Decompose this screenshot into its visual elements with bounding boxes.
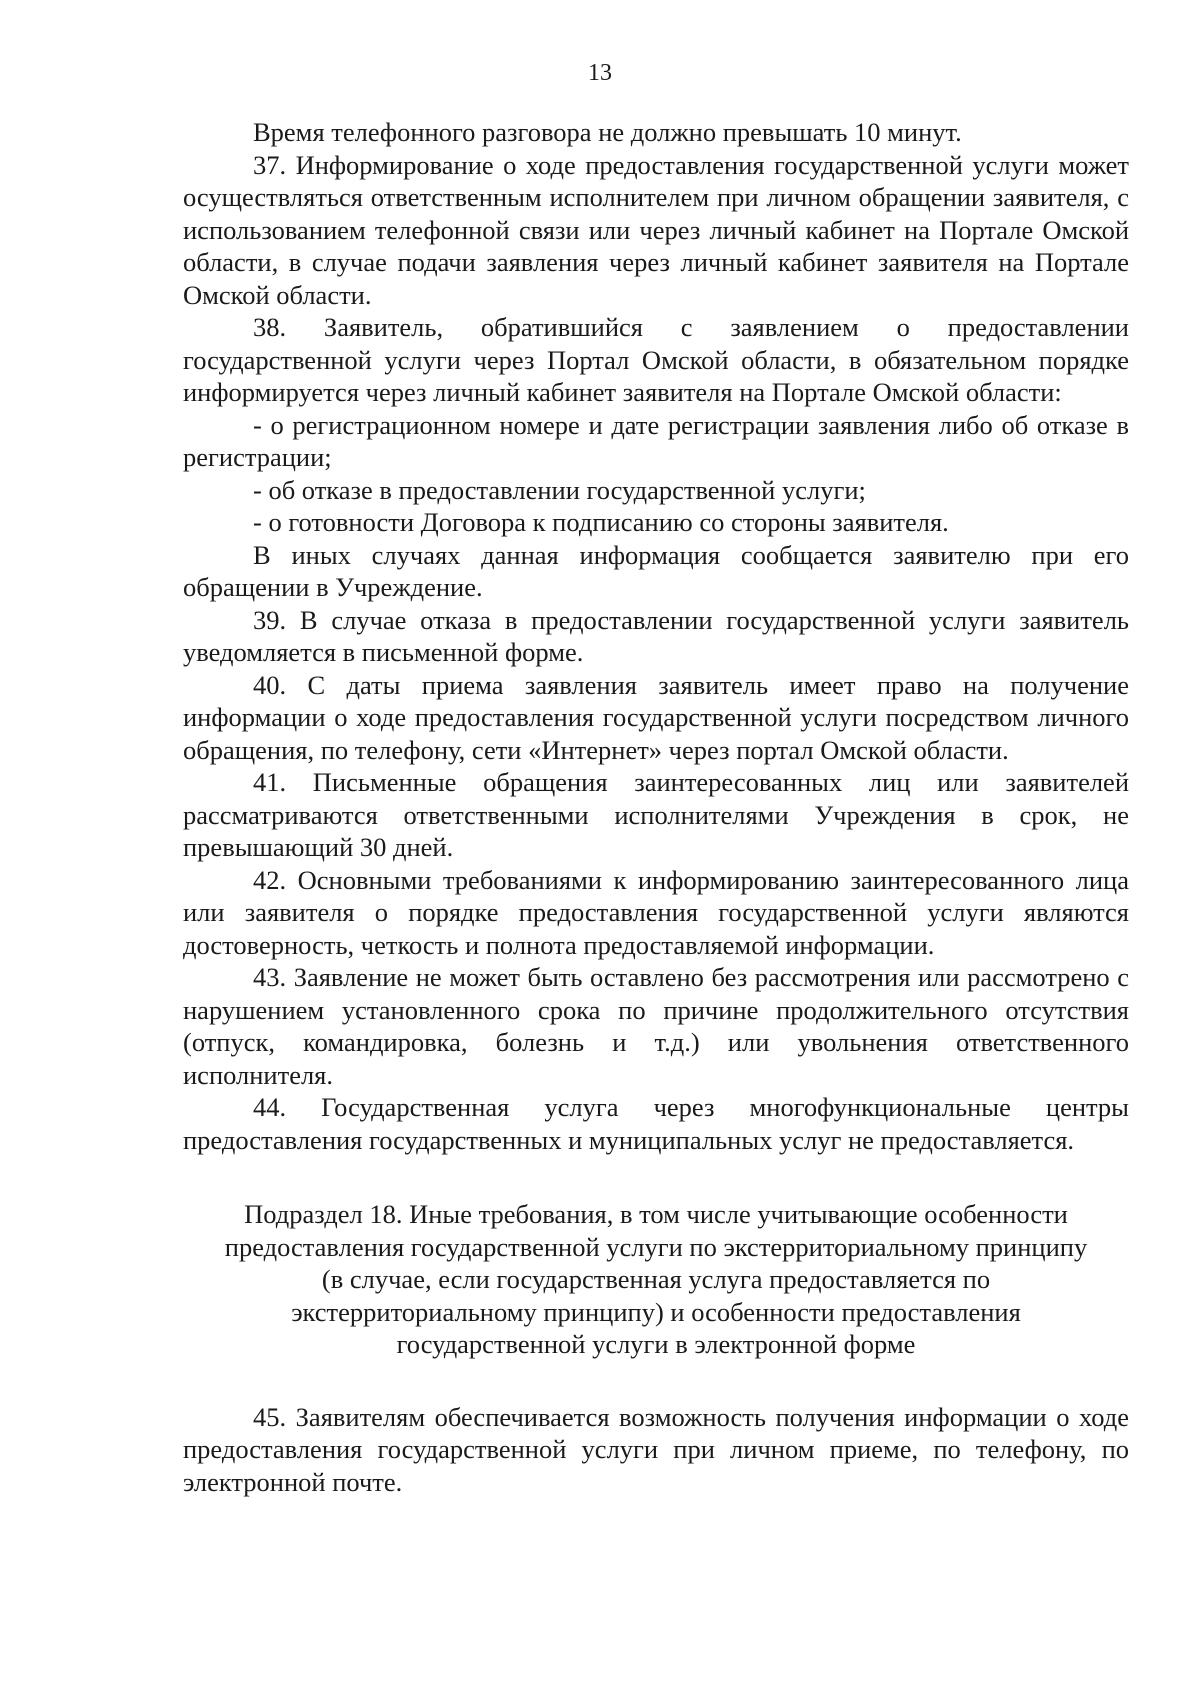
paragraph-40: 40. С даты приема заявления заявитель имеет право на получение информации о ходе предоставления государственной услуги посредством личного обращения, по телефону, сети «Интернет» через портал Омской области. — [183, 669, 1129, 765]
paragraph-43: 43. Заявление не может быть оставлено без рассмотрения или рассмотрено с нарушением установленного срока по причине продолжительного отсутствия (отпуск, командировка, болезнь и т.д.) или увольнения ответственного исполнителя. — [183, 962, 1129, 1090]
paragraph-45: 45. Заявителям обеспечивается возможность получения информации о ходе предоставления государственной услуги при личном приеме, по телефону, по электронной почте. — [183, 1401, 1129, 1497]
subsection-heading-line: государственной услуги в электронной форме — [396, 1329, 916, 1359]
document-body — [183, 116, 1129, 1498]
list-item-registration: - о регистрационном номере и дате регистрации заявления либо об отказе в регистрации; — [183, 409, 1129, 472]
paragraph-38: 38. Заявитель, обратившийся с заявлением о предоставлении государственной услуги через Портал Омской области, в обязательном порядке информируется через личный кабинет заявителя на Портале Омской области: — [183, 312, 1129, 407]
spacer — [183, 1156, 1129, 1198]
paragraph-37: 37. Информирование о ходе предоставления государственной услуги может осуществляться ответственным исполнителем при личном обращении заявителя, с использованием телефонной связи или через личный кабинет на Портале Омской области, в случае подачи заявления через личный кабинет заявителя на Портале Омской области. — [183, 149, 1129, 310]
subsection-heading-line: (в случае, если государственная услуга предоставляется по — [321, 1264, 991, 1294]
paragraph-39: 39. В случае отказа в предоставлении государственной услуги заявитель уведомляется в письменной форме. — [183, 604, 1129, 667]
subsection-heading-line: экстерриториальному принципу) и особенности предоставления — [291, 1296, 1021, 1327]
paragraph-41: 41. Письменные обращения заинтересованных лиц или заявителей рассматриваются ответственными исполнителями Учреждения в срок, не превышающий 30 дней. — [183, 767, 1129, 862]
paragraph-other-cases: В иных случаях данная информация сообщается заявителю при его обращении в Учреждение. — [183, 539, 1129, 602]
spacer — [183, 1361, 1129, 1401]
subsection-heading-line: Подраздел 18. Иные требования, в том числе учитывающие особенности — [244, 1199, 1068, 1229]
paragraph-call-duration: Время телефонного разговора не должно превышать 10 минут. — [253, 117, 962, 147]
paragraph-44: 44. Государственная услуга через многофункциональные центры предоставления государственных и муниципальных услуг не предоставляется. — [183, 1092, 1129, 1155]
page-number: 13 — [588, 60, 612, 86]
subsection-heading-line: предоставления государственной услуги по экстерриториальному принципу — [224, 1231, 1088, 1262]
paragraph-42: 42. Основными требованиями к информированию заинтересованного лица или заявителя о порядке предоставления государственной услуги являются достоверность, четкость и полнота предоставляемой информации. — [183, 864, 1129, 960]
list-item-refusal: - об отказе в предоставлении государственной услуги; — [253, 474, 866, 505]
subsection-heading — [183, 1198, 1129, 1361]
list-item-contract-ready: - о готовности Договора к подписанию со стороны заявителя. — [253, 507, 949, 537]
